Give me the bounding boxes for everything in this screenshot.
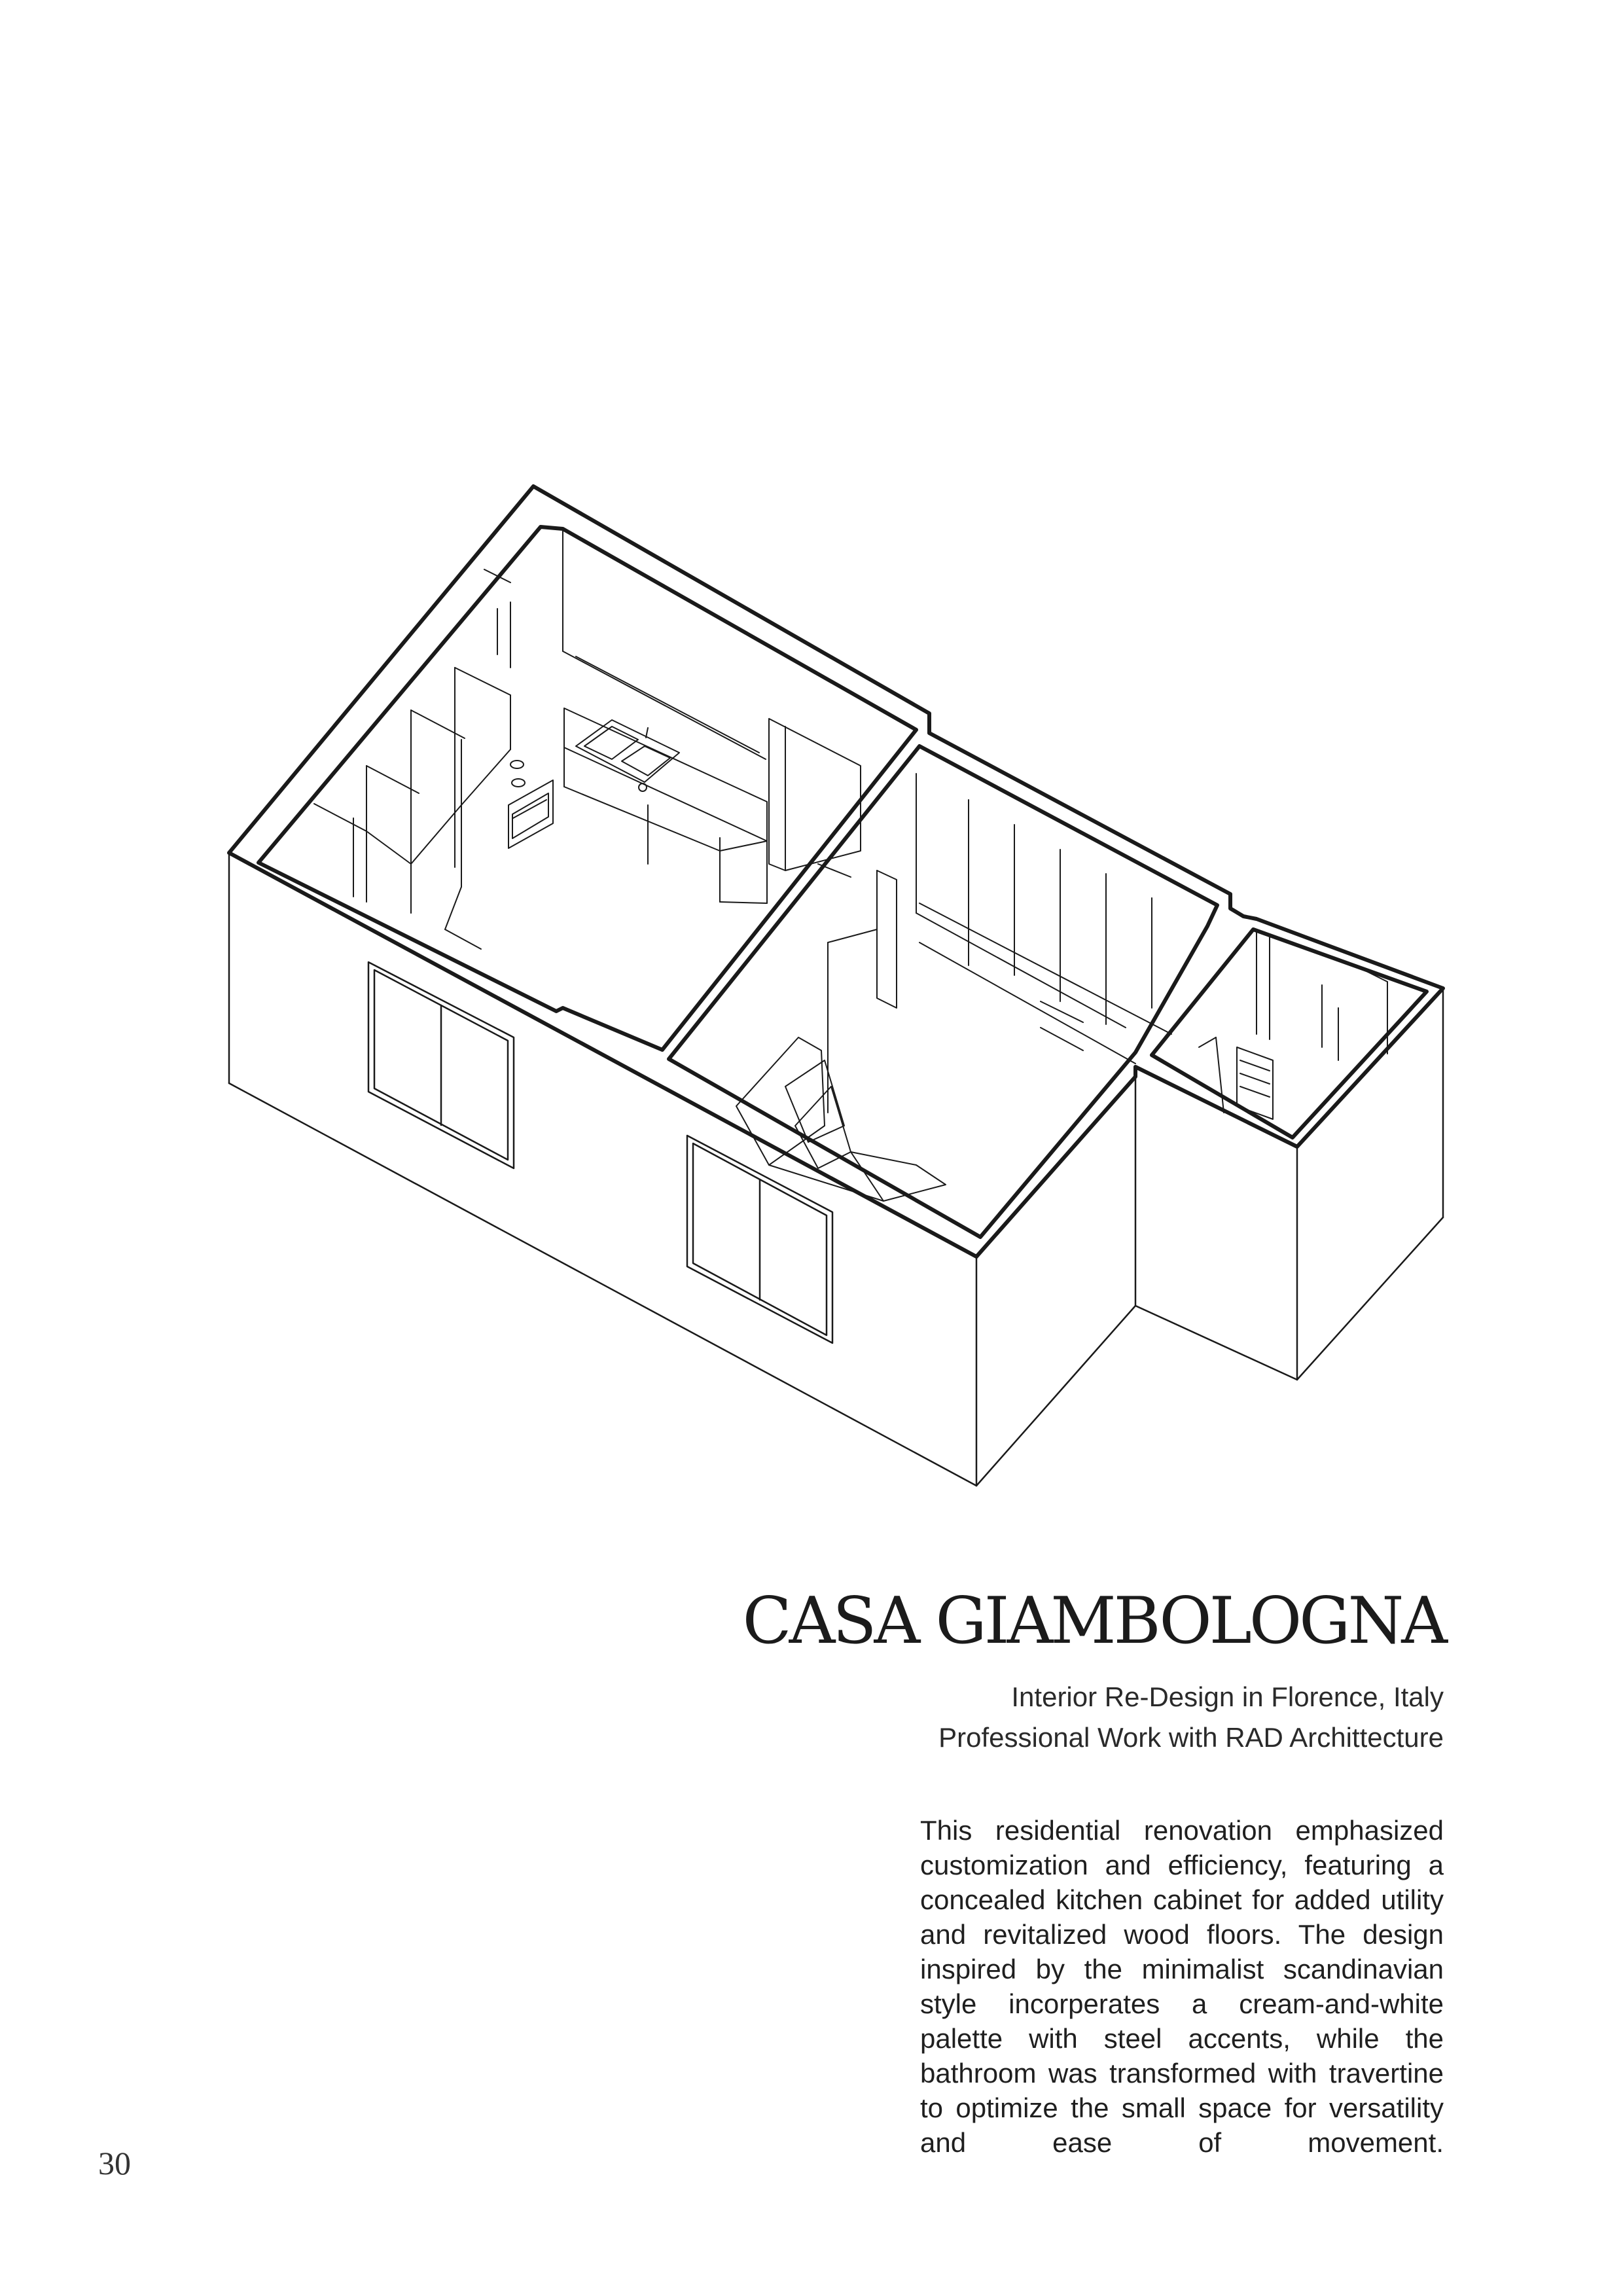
project-location: Interior Re-Design in Florence, Italy xyxy=(1011,1681,1444,1712)
kitchen-interior xyxy=(314,529,861,949)
project-description: This residential renovation emphasized customization and efficiency, featuring a concealed kitchen cabinet for added utility and revitalized wood floors. The design inspired by the minimalist scandinavian style incorperates a cream-and-white palette with steel accents, while the bathroom was transformed with travertine to optimize the small space for versatility and ease of movement. xyxy=(920,1815,1444,2158)
project-credit: Professional Work with RAD Archittecture xyxy=(938,1722,1444,1753)
living-interior xyxy=(736,774,1171,1201)
building-walls xyxy=(229,853,1443,1486)
project-title: CASA GIAMBOLOGNA xyxy=(742,1584,1445,1659)
page-number: 30 xyxy=(98,2145,131,2181)
